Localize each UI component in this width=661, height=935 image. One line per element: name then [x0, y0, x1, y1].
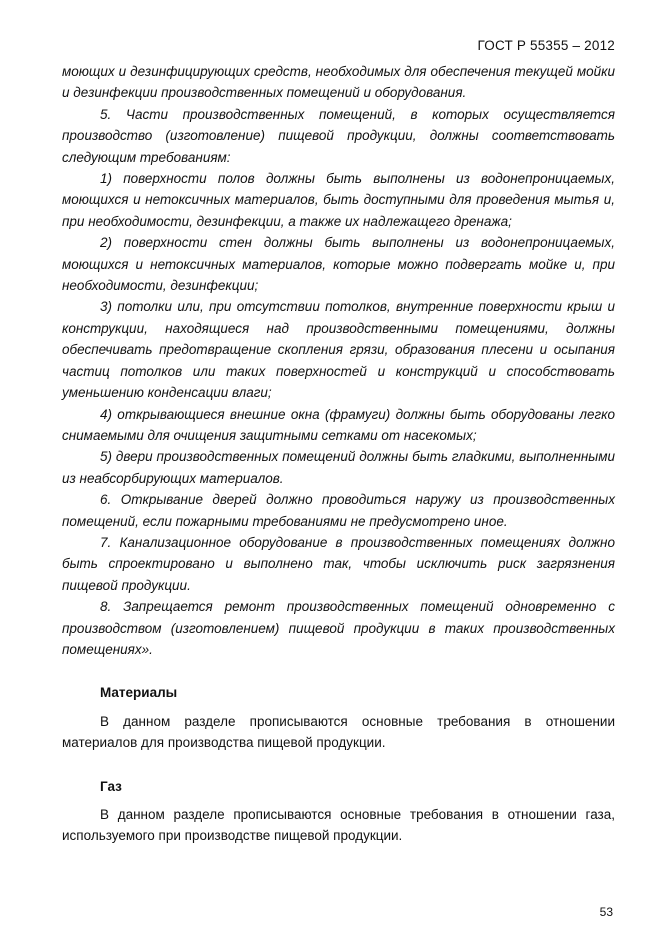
list-item-4: 4) открывающиеся внешние окна (фрамуги) должны быть оборудованы легко снимаемыми для очищения защитными сетками от насекомых;	[62, 406, 615, 443]
page-number: 53	[599, 905, 613, 919]
paragraph-item-8: 8. Запрещается ремонт производственных помещений одновременно с производством (изготовлением) пищевой продукции в таких производственных помещениях».	[62, 599, 615, 657]
paragraph-item-6: 6. Открывание дверей должно проводиться наружу из производственных помещений, если пожарными требованиями не предусмотрено иное.	[62, 492, 615, 529]
list-item-3: 3) потолки или, при отсутствии потолков, внутренние поверхности крыш и конструкции, находящиеся над производственными помещениями, должны обеспечивать предотвращение скопления грязи, образования плесени и осыпания частиц потолков или таких поверхностей и конструкций и способствовать уменьшению конденсации влаги;	[62, 299, 615, 401]
section-body-gas: В данном разделе прописываются основные требования в отношении газа, используемого при производстве пищевой продукции.	[62, 807, 615, 844]
section-body-materials: В данном разделе прописываются основные требования в отношении материалов для производства пищевой продукции.	[62, 713, 615, 751]
section-heading-gas: Газ	[100, 778, 122, 794]
paragraph-item-5: 5. Части производственных помещений, в которых осуществляется производство (изготовление) пищевой продукции, должны соответствовать следующим требованиям:	[62, 106, 615, 165]
document-header-title: ГОСТ Р 55355 – 2012	[477, 38, 615, 53]
section-heading-materials: Материалы	[100, 685, 178, 701]
document-body	[62, 61, 615, 847]
list-item-5: 5) двери производственных помещений должны быть гладкими, выполненными из неабсорбирующих материалов.	[62, 449, 615, 486]
list-item-2: 2) поверхности стен должны быть выполнены из водонепроницаемых, моющихся и нетоксичных материалов, которые можно подвергать мойке и, при необходимости, дезинфекции;	[62, 235, 615, 294]
list-item-1: 1) поверхности полов должны быть выполнены из водонепроницаемых, моющихся и нетоксичных материалов, быть доступными для проведения мытья и, при необходимости, дезинфекции, а также их надлежащего дренажа;	[62, 171, 615, 229]
paragraph-item-7: 7. Канализационное оборудование в производственных помещениях должно быть спроектировано и выполнено так, чтобы исключить риск загрязнения пищевой продукции.	[62, 534, 615, 593]
paragraph-continuation: моющих и дезинфицирующих средств, необходимых для обеспечения текущей мойки и дезинфекции производственных помещений и оборудования.	[62, 64, 615, 101]
